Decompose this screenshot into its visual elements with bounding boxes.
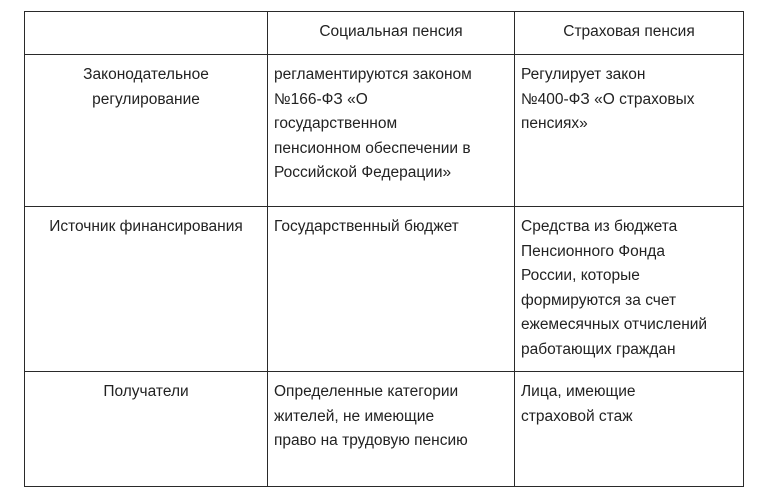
cell-insurance-funding: Средства из бюджета Пенсионного Фонда России, которые формируются за счет ежемесячных отчислений работающих граждан <box>515 207 744 372</box>
pension-comparison-table-container <box>24 11 744 487</box>
table-row <box>25 55 744 207</box>
row-label-recipients: Получатели <box>25 372 268 487</box>
pension-comparison-table <box>24 11 744 487</box>
cell-social-recipients: Определенные категории жителей, не имеющие право на трудовую пенсию <box>268 372 515 487</box>
table-header-row <box>25 12 744 55</box>
table-row <box>25 372 744 487</box>
header-insurance-pension: Страховая пенсия <box>515 12 744 55</box>
cell-social-legislation: регламентируются законом №166-ФЗ «О государственном пенсионном обеспечении в Российской Федерации» <box>268 55 515 207</box>
cell-insurance-recipients: Лица, имеющие страховой стаж <box>515 372 744 487</box>
header-social-pension: Социальная пенсия <box>268 12 515 55</box>
cell-social-funding: Государственный бюджет <box>268 207 515 372</box>
row-label-legislation: Законодательное регулирование <box>25 55 268 207</box>
table-row <box>25 207 744 372</box>
cell-insurance-legislation: Регулирует закон №400-ФЗ «О страховых пенсиях» <box>515 55 744 207</box>
row-label-funding: Источник финансирования <box>25 207 268 372</box>
header-empty-cell <box>25 12 268 55</box>
